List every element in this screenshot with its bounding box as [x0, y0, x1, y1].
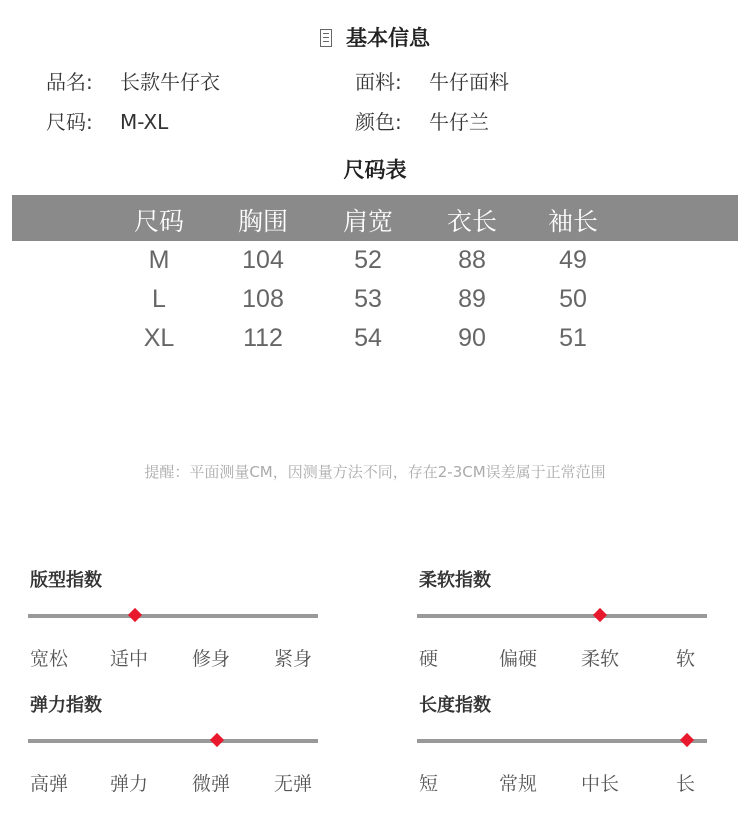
- elasticity-label-elastic: 弹力: [110, 773, 149, 795]
- size-table-title: 尺码表: [343, 158, 407, 182]
- table-cell: 108: [242, 285, 284, 313]
- info-size-row: [46, 106, 168, 135]
- header-cell-size: 尺码: [133, 207, 184, 236]
- length-index-marker: [680, 733, 694, 747]
- table-cell: 90: [458, 324, 486, 352]
- length-index-title: 长度指数: [419, 695, 491, 716]
- name-label: 品名:: [46, 70, 93, 94]
- softness-label-hard: 硬: [419, 648, 439, 670]
- table-cell: M: [148, 246, 170, 274]
- basic-info-title: [0, 22, 750, 52]
- table-cell: 88: [458, 246, 486, 274]
- softness-label-semi-hard: 偏硬: [499, 648, 538, 670]
- fabric-label: 面料:: [355, 70, 402, 94]
- table-row: [12, 242, 738, 282]
- header-cell-sleeve: 袖长: [547, 207, 598, 236]
- table-cell: 54: [354, 324, 382, 352]
- table-row: [12, 281, 738, 321]
- softness-index-track: [417, 614, 707, 618]
- size-value: M-XL: [120, 110, 169, 134]
- document-icon: [320, 29, 332, 47]
- info-color-row: [355, 106, 489, 135]
- elasticity-index-title: 弹力指数: [30, 695, 102, 716]
- table-cell: 50: [559, 285, 587, 313]
- color-label: 颜色:: [355, 110, 402, 134]
- basic-info-title-text: 基本信息: [346, 26, 430, 50]
- length-label-short: 短: [419, 773, 439, 795]
- fit-index-title: 版型指数: [30, 570, 102, 591]
- table-cell: 112: [243, 324, 283, 352]
- fit-index-marker: [128, 608, 142, 622]
- color-value: 牛仔兰: [429, 110, 489, 134]
- table-cell: L: [152, 285, 166, 313]
- length-label-regular: 常规: [499, 773, 538, 795]
- size-table-header: [12, 195, 738, 241]
- header-cell-shoulder: 肩宽: [342, 207, 393, 236]
- length-label-mid: 中长: [581, 773, 620, 795]
- fit-index-track: [28, 614, 318, 618]
- info-name-row: [46, 66, 220, 95]
- fabric-value: 牛仔面料: [429, 70, 509, 94]
- table-cell: XL: [143, 324, 175, 352]
- fit-label-tight: 紧身: [274, 648, 313, 670]
- name-value: 长款牛仔衣: [120, 70, 220, 94]
- softness-label-very-soft: 软: [676, 648, 696, 670]
- elasticity-label-none: 无弹: [274, 773, 313, 795]
- elasticity-label-high: 高弹: [30, 773, 69, 795]
- table-cell: 53: [354, 285, 382, 313]
- softness-label-soft: 柔软: [581, 648, 620, 670]
- fit-label-slim: 修身: [192, 648, 231, 670]
- header-cell-length: 衣长: [446, 207, 497, 236]
- header-cell-chest: 胸围: [237, 207, 288, 236]
- table-cell: 52: [354, 246, 382, 274]
- measurement-note: 提醒：平面测量CM，因测量方法不同，存在2-3CM误差属于正常范围: [144, 463, 606, 481]
- table-row: [12, 320, 738, 360]
- table-cell: 51: [559, 324, 587, 352]
- fit-label-loose: 宽松: [30, 648, 69, 670]
- length-label-long: 长: [676, 773, 696, 795]
- elasticity-index-track: [28, 739, 318, 743]
- elasticity-index-marker: [209, 733, 223, 747]
- size-label: 尺码:: [46, 110, 93, 134]
- table-cell: 104: [242, 246, 284, 274]
- softness-index-title: 柔软指数: [419, 570, 491, 591]
- table-cell: 49: [559, 246, 587, 274]
- info-fabric-row: [355, 66, 509, 95]
- table-cell: 89: [458, 285, 486, 313]
- length-index-track: [417, 739, 707, 743]
- fit-label-regular: 适中: [110, 648, 149, 670]
- softness-index-marker: [593, 608, 607, 622]
- elasticity-label-slight: 微弹: [192, 773, 231, 795]
